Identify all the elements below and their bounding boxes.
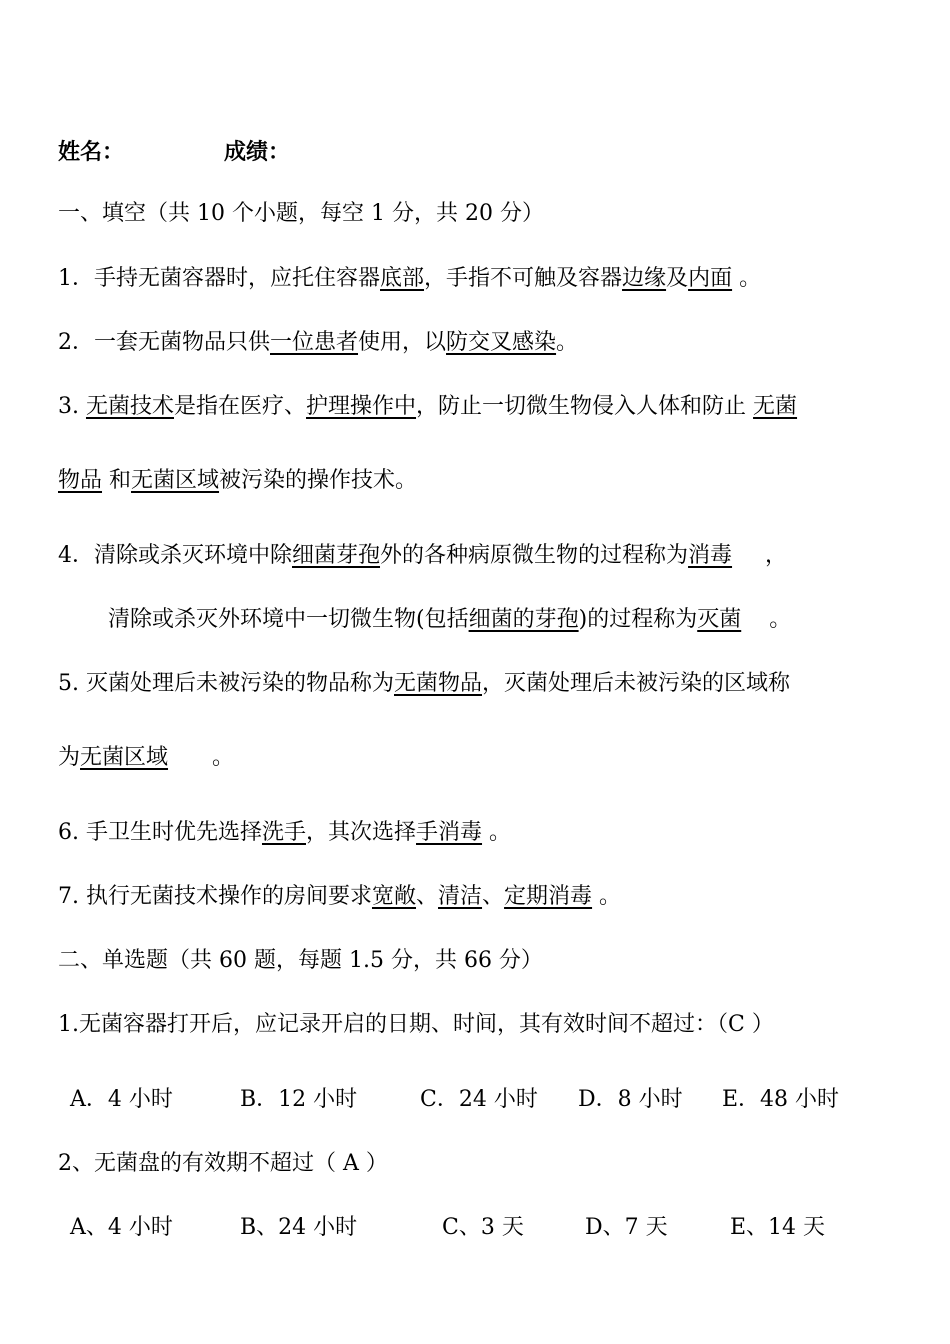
answer-blank: 内面 [688, 266, 733, 291]
answer-blank: 防交叉感染 [446, 330, 557, 355]
fill-q4-line1: 4．清除或杀灭环境中除细菌芽孢外的各种病原微生物的过程称为消毒 ， [58, 543, 788, 568]
choice-q1-stem: 1.无菌容器打开后，应记录开启的日期、时间，其有效时间不超过：（C ） [58, 1012, 774, 1037]
answer-blank: 消毒 [688, 543, 733, 568]
fill-q3-line2: 物品 和无菌区域被污染的操作技术。 [58, 468, 418, 493]
answer-blank: 物品 [58, 468, 103, 493]
fill-q5-line1: 5. 灭菌处理后未被污染的物品称为无菌物品，灭菌处理后未被污染的区域称 [58, 671, 791, 696]
score-label: 成绩： [224, 139, 291, 165]
option-a: A、4 小时 [70, 1215, 173, 1240]
answer-blank: 手消毒 [416, 820, 483, 845]
section1-title: 一、填空（共 10 个小题，每空 1 分，共 20 分） [58, 201, 544, 226]
fill-q4-line2: 清除或杀灭外环境中一切微生物(包括细菌的芽孢)的过程称为灭菌 。 [108, 607, 792, 632]
fill-q1: 1．手持无菌容器时，应托住容器底部，手指不可触及容器边缘及内面 。 [58, 266, 762, 291]
fill-q2: 2．一套无菌物品只供一位患者使用，以防交叉感染。 [58, 330, 579, 355]
answer-blank: 宽敞 [371, 884, 416, 909]
option-d: D、7 天 [585, 1215, 668, 1240]
fill-q6: 6. 手卫生时优先选择洗手，其次选择手消毒 。 [58, 820, 512, 845]
answer-blank: 一位患者 [270, 330, 359, 355]
option-d: D．8 小时 [578, 1087, 683, 1112]
answer-blank: 灭菌 [697, 607, 742, 632]
answer-blank: 细菌芽孢 [292, 543, 381, 568]
option-a: A．4 小时 [70, 1087, 173, 1112]
answer-blank: 无菌物品 [394, 671, 483, 696]
option-c: C．24 小时 [420, 1087, 538, 1112]
answer-blank: 清洁 [438, 884, 483, 909]
answer-blank: 细菌的芽孢 [468, 607, 579, 632]
answer-blank: 无菌技术 [85, 394, 174, 419]
fill-q5-line2: 为无菌区域 。 [58, 745, 235, 770]
name-label: 姓名： [58, 139, 125, 165]
answer-blank: 定期消毒 [504, 884, 593, 909]
answer-blank: 无菌 [753, 394, 798, 419]
answer-blank: 护理操作中 [306, 394, 417, 419]
fill-q3-line1: 3. 无菌技术是指在医疗、护理操作中，防止一切微生物侵入人体和防止 无菌 [58, 394, 798, 419]
answer-blank: 边缘 [622, 266, 667, 291]
answer-blank: 底部 [380, 266, 425, 291]
option-b: B、24 小时 [240, 1215, 358, 1240]
answer-blank: 洗手 [261, 820, 306, 845]
section2-title: 二、单选题（共 60 题，每题 1.5 分，共 66 分） [58, 948, 543, 973]
fill-q7: 7. 执行无菌技术操作的房间要求宽敞、清洁、定期消毒 。 [58, 884, 622, 909]
answer-blank: 无菌区域 [131, 468, 220, 493]
header-line [58, 136, 290, 168]
option-c: C、3 天 [442, 1215, 524, 1240]
choice-q2-stem: 2、无菌盘的有效期不超过（ A ） [58, 1151, 388, 1176]
option-b: B．12 小时 [240, 1087, 358, 1112]
option-e: E、14 天 [730, 1215, 826, 1240]
answer-blank: 无菌区域 [80, 745, 169, 770]
option-e: E．48 小时 [722, 1087, 840, 1112]
